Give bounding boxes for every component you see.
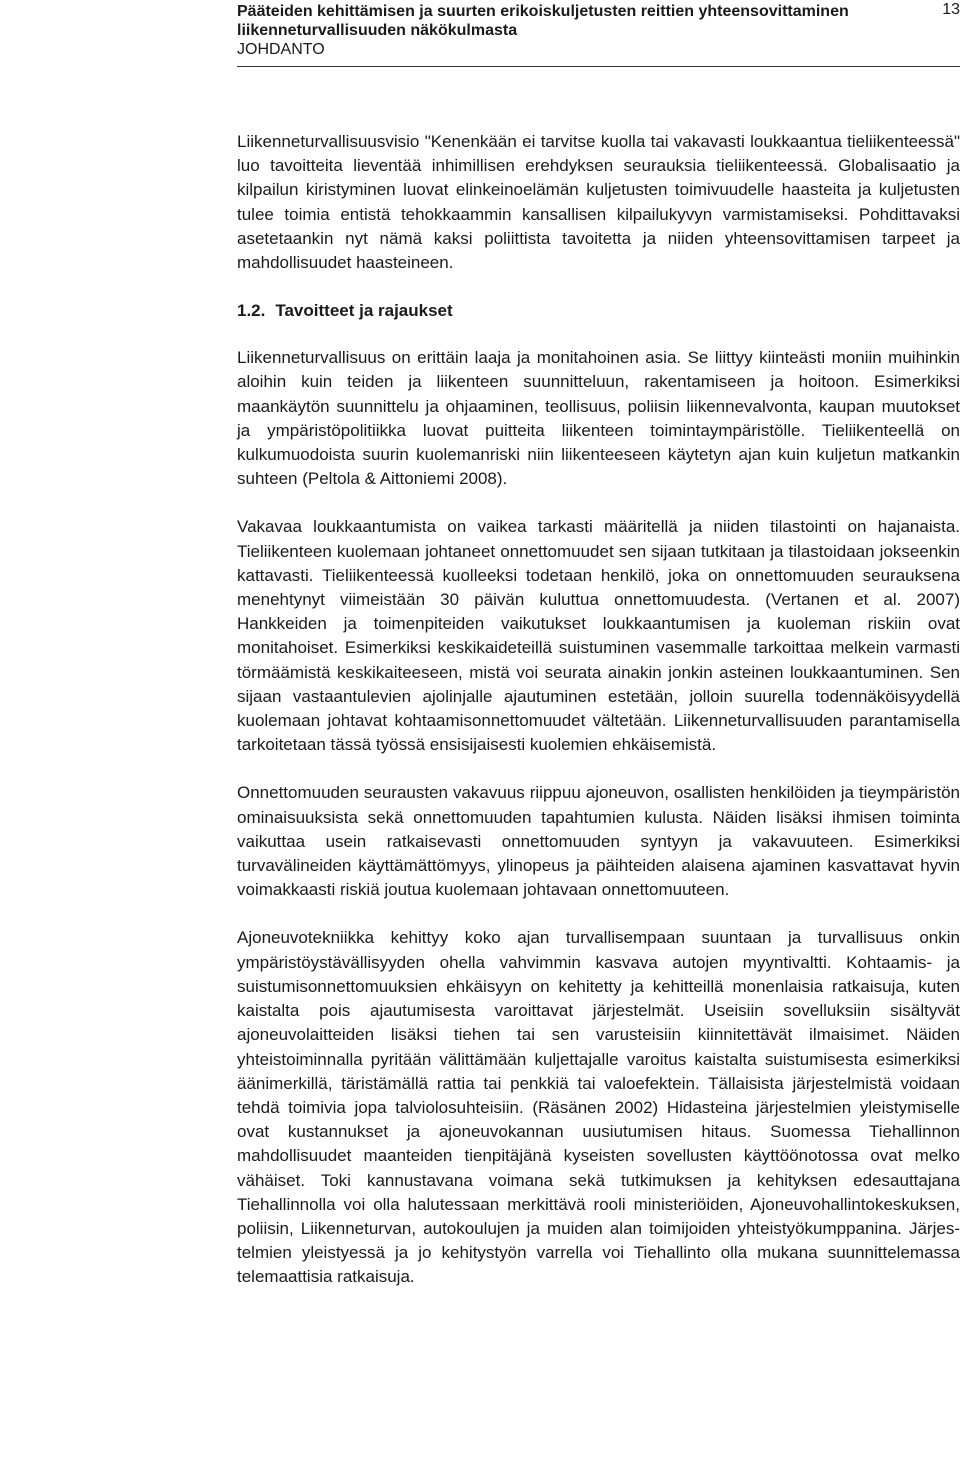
body-paragraph-2: Vakavaa loukkaantumista on vaikea tarkasti määritellä ja niiden tilastointi on hajanaista. Tieliikenteen kuolemaan johtaneet onnettomuudet sen sijaan tutkitaan ja tilastoidaan jokseenkin kattavasti. Tieliikenteessä kuolleeksi todetaan henkilö, joka on onnettomuuden seurauksena menehtynyt viimeistään 30 päivän kuluttua onnettomuudesta. (Vertanen et al. 2007) Hankkeiden ja toimenpiteiden vaikutukset loukkaantumisen ja kuoleman riskiin ovat monitahoiset. Esimerkiksi keskikaideteillä suistuminen vasemmalle tarkoittaa melkein varmasti törmäämistä keskikaiteeseen, mistä voi seurata ainakin jonkin asteinen loukkaantuminen. Sen sijaan vastaantulevien ajolinjalle ajautuminen estetään, jolloin suurella todennäköisyydellä kuolemaan johtavat kohtaamisonnettomuudet vältetään. Liikenneturvallisuuden parantamisella tarkoitetaan tässä työssä ensisijaisesti kuolemien ehkäisemistä.	[237, 517, 960, 755]
section-heading	[237, 299, 960, 323]
body-paragraph-4: Ajoneuvotekniikka kehittyy koko ajan turvallisempaan suuntaan ja turvallisuus onkin ympäristöystävällisyyden ohella vahvimmin kasvava autojen myyntivaltti. Kohtaamis- ja suistumisonnettomuuksien ehkäisyyn on kehitetty ja kehitteillä monenlaisia ratkaisuja, kuten kaistalta pois ajautumisesta varoittavat järjestelmät. Useisiin sovelluksiin sisältyvät ajoneuvolaitteiden lisäksi tiehen tai sen varusteisiin kiinnitettävät ilmaisimet. Näiden yhteistoiminnalla pyritään välittämään kuljettajalle varoitus kaistalta suistumisesta esimerkiksi äänimerkillä, täristämällä rattia tai penkkiä tai valoefektein. Tällaisista järjestelmistä voidaan tehdä toimivia jopa talviolosuhteisiin. (Räsänen 2002) Hidasteina järjestelmien yleistymiselle ovat kustannukset ja ajoneuvokannan uusiutumisen hitaus. Suomessa Tiehallinnon mahdollisuudet maanteiden tienpitäjänä kyseisten sovellusten käyttöönotossa ovat melko vähäiset. Toki kannustavana voimana sekä tutkimuksen ja kehityksen edesauttajana Tiehallinnolla voi olla halutessaan merkittävä rooli ministeriöiden, Ajoneuvohallintokeskuksen, poliisin, Liikenneturvan, autokoulujen ja muiden alan toimijoiden yhteistyökumppanina. Järjestelmien yleistyessä ja jo kehitystyön varrella voi Tiehallinto olla mukana suunnittelemassa telemaattisia ratkaisuja.	[237, 928, 960, 1287]
chapter-label: JOHDANTO	[237, 41, 325, 58]
body-paragraph-3: Onnettomuuden seurausten vakavuus riippuu ajoneuvon, osallisten henkilöiden ja tieympäristön ominaisuuksista sekä onnettomuuden tapahtumien kulusta. Näiden lisäksi ihmisen toiminta vaikuttaa usein ratkaisevasti onnettomuuden syntyyn ja vakavuuteen. Esimerkiksi turvavälineiden käyttämättömyys, ylinopeus ja päihteiden alaisena ajaminen kasvattavat hyvin voimakkaasti riskiä joutua kuolemaan johtavaan onnettomuuteen.	[237, 783, 960, 900]
section-number: 1.2.	[237, 301, 266, 321]
section-title: Tavoitteet ja rajaukset	[275, 301, 453, 321]
intro-paragraph: Liikenneturvallisuusvisio "Kenenkään ei tarvitse kuolla tai vakavasti loukkaantua tieliikenteessä" luo tavoitteita lieventää inhimillisen erehdyksen seurauksia tieliikenteessä. Globalisaatio ja kilpailun kiristyminen luovat elinkeinoelämän kuljetusten toimivuudelle haasteita ja kuljetusten tulee toimia entistä tehokkaammin kansallisen kilpailukyvyn varmistamiseksi. Pohdittavaksi asetetaankin nyt nämä kaksi poliittista tavoitetta ja niiden yhteensovittamisen tarpeet ja mahdollisuudet haasteineen.	[237, 132, 960, 273]
body-paragraph-1: Liikenneturvallisuus on erittäin laaja ja monitahoinen asia. Se liittyy kiinteästi moniin muihinkin aloihin kuin teiden ja liikenteen suunnitteluun, rakentamiseen ja hoitoon. Esimerkiksi maankäytön suunnittelu ja ohjaaminen, teollisuus, poliisin liikennevalvonta, kaupan muutokset ja ympäristöpolitiikka luovat puitteita liikenteen toimintaympäristölle. Tieliikenteellä on kulkumuodoista suurin kuolemanriski niin liikenteeseen käytetyn ajan kuin kuljetun matkankin suhteen (Peltola & Aittoniemi 2008).	[237, 348, 960, 489]
document-title: Pääteiden kehittämisen ja suurten erikoiskuljetusten reittien yhteensovittaminen liikenneturvallisuuden näkökulmasta	[237, 3, 849, 39]
page-body	[237, 130, 960, 1290]
running-header	[237, 0, 960, 67]
page-number: 13	[942, 1, 960, 18]
